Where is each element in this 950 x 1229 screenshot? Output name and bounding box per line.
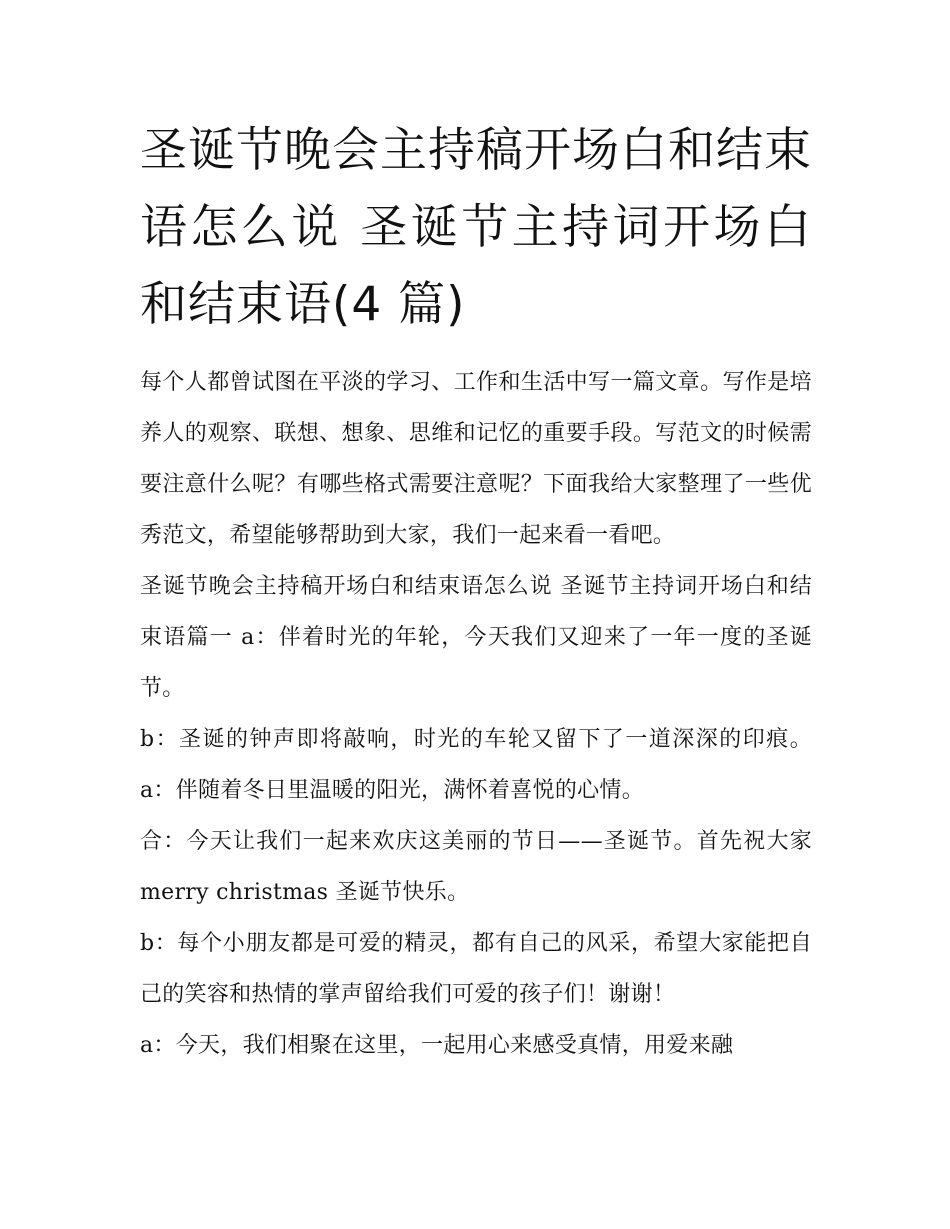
document-page [140,112,812,1071]
paragraph-intro: 每个人都曾试图在平淡的学习、工作和生活中写一篇文章。写作是培养人的观察、联想、想象、思维和记忆的重要手段。写范文的时候需要注意什么呢？有哪些格式需要注意呢？下面我给大家整理了一些优秀范文，希望能够帮助到大家，我们一起来看一看吧。 [140,370,812,548]
paragraph-dialogue-b-1: b：圣诞的钟声即将敲响，时光的车轮又留下了一道深深的印痕。 a：伴随着冬日里温暖的阳光，满怀着喜悦的心情。 [140,727,812,803]
document-title: 圣诞节晚会主持稿开场白和结束语怎么说 圣诞节主持词开场白和结束语(4 篇) [140,123,812,332]
paragraph-dialogue-b-2: b：每个小朋友都是可爱的精灵，都有自己的风采，希望大家能把自己的笑容和热情的掌声留给我们可爱的孩子们！谢谢！ [140,931,812,1007]
paragraph-dialogue-together: 合：今天让我们一起来欢庆这美丽的节日——圣诞节。首先祝大家 merry christmas 圣诞节快乐。 [140,829,812,905]
paragraph-heading-part-one: 圣诞节晚会主持稿开场白和结束语怎么说 圣诞节主持词开场白和结束语篇一 a：伴着时光的年轮，今天我们又迎来了一年一度的圣诞节。 [140,574,812,701]
paragraph-dialogue-a: a：今天，我们相聚在这里，一起用心来感受真情，用爱来融 [140,1033,734,1058]
